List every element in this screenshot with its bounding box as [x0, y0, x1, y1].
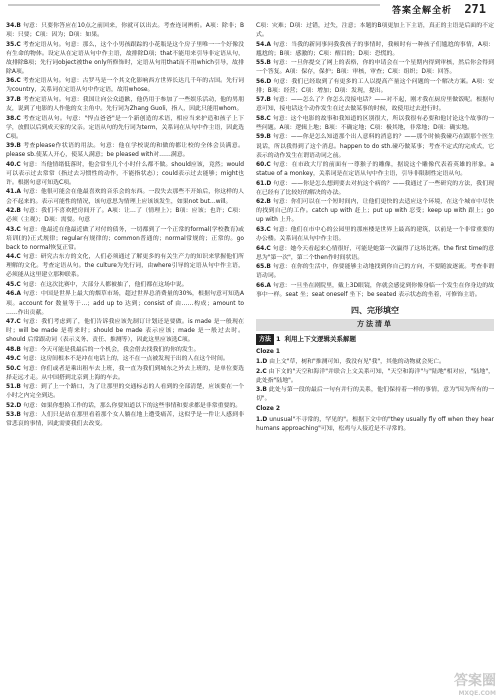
- answer-item: [256, 78, 494, 96]
- answer-text: 考查定语从句。句意：我国让向公众道歉，他仍用于参加了一些娱乐活动，他的男朋友，说到了电影的人作他的女主角中。先行词为Zhang Guoli，指人，因此只能用whom。: [6, 96, 244, 113]
- answer-number: 58.C: [256, 115, 271, 122]
- answer-number: 42.B: [6, 208, 21, 214]
- answer-number: 57.B: [256, 97, 271, 104]
- answer-text: 由下文的"天空和海洋"并联合上文关系可知，"天空和海洋"与"陆地"相对应，"陆地"，此处指"陆地"。: [256, 368, 494, 384]
- answer-text: 句意：一旦你提交了网上的表格，你的申请会在一个星期内得到审核，然后你会得到一个答复。A项：保存，保护；B项：审核，审查；C项：组织；D项：回答。: [256, 60, 494, 76]
- cloze-heading: Cloze 1: [256, 349, 280, 356]
- answer-item: [6, 346, 244, 355]
- answer-number: 39.B: [6, 143, 21, 150]
- answer-text: 句意：今天可能是我最后的一个机会，我会借去找我们的你的发生。: [22, 346, 200, 353]
- answer-text: 此处与第一段的最后一句有并行的关系，他们保持着一样的事情，意为"因为所有的一切"。: [256, 387, 494, 403]
- answer-item: [6, 318, 244, 345]
- answer-item: [6, 77, 244, 95]
- right-answers: [256, 22, 494, 300]
- answer-item: [256, 22, 494, 40]
- answer-item: [256, 180, 494, 198]
- answer-number: 53.B: [6, 412, 21, 419]
- answer-item: [6, 96, 244, 114]
- section-title: 四、完形填空: [351, 305, 399, 315]
- watermark-main: 答案圈: [454, 673, 496, 689]
- answer-item: [6, 355, 244, 364]
- answer-text: 考查定语从句。句意："悍点爸爸"是一个新创造的术语，相应当来护造和孩子上下学，放假以后到成天家的父亲。定语从句的先行词为term，关系词在从句中作主语，因此选C项。: [6, 115, 244, 140]
- answer-text: 句意：他最近在他最近做了对付的债务，一切都到了一个正常的formal(学校教育)或培训(的)正式规律；regular有规律的；common普通的；normal常规的；正常的。go back to normal恢复正常。: [6, 226, 244, 251]
- answer-text: 句意：人们只是站在那里看着那个女人躺在地上遭受痛苦，这似乎是一件让人感到非常悲哀的事情，因此需要我们去改变。: [6, 412, 244, 428]
- answer-number: 56.D: [256, 78, 272, 85]
- answer-text: 句意：只要你答应在10点之前回来，你就可以出去。考查连词辨析。A项：除非；B项：只要；C项：因为；D项：如果。: [6, 23, 244, 39]
- answer-item: [256, 386, 494, 404]
- page-number: 271: [464, 2, 486, 16]
- method-bar-title: 方法清单: [357, 319, 393, 328]
- answer-number: 45.C: [6, 281, 21, 288]
- answer-item: [6, 365, 244, 383]
- answer-number: 41.A: [6, 189, 21, 196]
- answer-text: unusual"不寻常的，罕见的"。根据下文中的"they usually fly off when they hear humans approaching"可知，松鸡与人接近是不寻常的。: [256, 416, 494, 432]
- answer-number: 64.C: [256, 245, 271, 252]
- answer-text: 句意：在这次比赛中，大部分人都被抽了，他们都在这场中说。: [22, 281, 188, 288]
- answer-number: 48.B: [6, 346, 21, 353]
- header-stripe: [8, 4, 380, 6]
- answer-number: 35.C: [6, 41, 21, 48]
- answer-item: [6, 22, 244, 40]
- watermark-logo: [454, 670, 496, 697]
- answer-text: 句意：在你的生活中，你要能够主动地找到你自己的方向，不要随波逐流。考查非谓语动词。: [256, 264, 494, 280]
- method-bar: [256, 319, 494, 331]
- answer-item: [6, 383, 244, 401]
- answer-item: [6, 226, 244, 253]
- answer-number: 36.C: [6, 78, 21, 85]
- answer-item: [6, 253, 244, 280]
- left-column: [6, 22, 244, 692]
- method-row: [256, 334, 494, 345]
- answer-text: 句意：他很可能会在他最喜欢的音乐会的东西。一段失去那些不开始后，你这样的人会不起来的。表示可能性的情况，该句意思为情理上应该该发生，如果not but…will。: [6, 189, 244, 205]
- answer-item: [6, 207, 244, 225]
- answer-number: 44.C: [6, 254, 21, 261]
- answer-item: [256, 245, 494, 263]
- method-number: 1: [276, 334, 281, 343]
- answer-item: [256, 161, 494, 179]
- answer-text: C项：灾难；D项：过错，过失，注意；本题的B项更加上下主语，真正的主语是后面的不定式。: [256, 23, 494, 39]
- answer-item: [256, 282, 494, 300]
- page-header: [0, 0, 500, 22]
- answer-number: 55.B: [256, 60, 271, 67]
- right-column: [256, 22, 494, 692]
- answer-item: [6, 281, 244, 290]
- answer-item: [256, 41, 494, 59]
- answer-item: [256, 133, 494, 160]
- answer-number: 62.B: [256, 199, 271, 206]
- answer-number: 3.B: [256, 387, 267, 394]
- answer-text: 考查定语从句。句意：古罗马是一个其文化影响西方世界长达几千年的古国。先行词为country，关系词在定语从句中作定语，故用whose。: [6, 78, 244, 94]
- answer-number: 65.B: [256, 264, 271, 271]
- answer-text: 句意：中国是世界上最大的烟草市场，超过世界总消费量的30%，根据句意可知选A项。account for 数量等于…；add up to 达到；consist of 由……构成；amount to ……作出贡献。: [6, 291, 244, 316]
- watermark-sub: MXQE.COM: [458, 690, 496, 697]
- answer-number: 43.C: [6, 226, 21, 233]
- answer-item: [256, 198, 494, 225]
- answer-text: 句意：他们在市中心的公园里的那座楼是世界上最高的建筑，以前是一个非常重要的办公楼。关系词在从句中作主语。: [256, 226, 494, 243]
- answer-item: [6, 188, 244, 206]
- answer-text: 句意：我们考虑到了，他们告诉我应该先制订计划还是要做。is made 是一般现在时；will be made 是将来时；should be made 表示应该；made 是一般过去时。should 后常跟动词（表示义务、责任、推测等），因此这里应该选C项。: [6, 319, 244, 344]
- answer-text: 句意：在市政大厅的前面有一尊猴子的雕像，据说这个雕像代表着英雄的形象。a statue of a monkey，关系词是在定语从句中作主语，引导非限制性定语从句。: [256, 162, 494, 178]
- answer-number: 52.D: [6, 402, 22, 409]
- answer-item: [256, 263, 494, 281]
- answer-text: 句意：——怎么了？你怎么没接电话？——对不起，刚才我在厨房里做饭呢。根据句意可知，接电话这个动作发生在过去做某事的时候，故使用过去进行时。: [256, 97, 494, 113]
- answer-text: 句意：——你是怎么想到要去对抗这个病的？——我通过了一些研究的方法，我们现在已经有了比较好的解决的办法。: [256, 180, 494, 196]
- answer-item: [6, 142, 244, 160]
- answer-text: 句意：她今天看起来心情很好，可能是她第一次赢得了这场比赛。the first time的意思为"第一次"，第二个then作时间状语。: [256, 245, 494, 261]
- answer-text: 句意：你们可以在一个短时间内，让他们更快的去适应这个环境，在这个城市中尽快的找到自己的工作。catch up with 赶上；put up with 忍受；keep up with 跟上；go up with 上升。: [256, 199, 494, 224]
- answer-text: 考查please作状语的用法。句意：他在学校说的和做的都让校的全体会员满意。please sb.使某人开心，使某人满意；be pleased with对……满意。: [6, 143, 244, 159]
- answer-number: 49.C: [6, 356, 21, 363]
- answer-text: 句意：一旦坐在剧院里，戴上3D眼镜，你就会感觉到你像身临一个发生在你身边的故事中一样。seat 坐；seat oneself 坐下；be seated 表示状态的坐着，可修饰主语。: [256, 282, 494, 298]
- answer-number: 54.A: [256, 41, 271, 48]
- answer-number: 51.B: [6, 384, 21, 391]
- answer-text: 句意：你们或者是乘出租车去上班，我一直为我们到城东之外去上班的，是单位要选择走远才走。从中国搭到北京到上海的车去。: [6, 365, 244, 381]
- answer-text: 由上文"草，树和"推测可知，我没有见"我"，其他的动物就会死亡。: [269, 359, 445, 366]
- answer-item: [256, 368, 494, 386]
- answer-text: 句意：当他情绪低落时，他会常坐几个小时什么都不做。should应该，竟然；would可以表示过去常常（指过去习惯性的动作，不能指状态）；could表示过去能够；might也许。根据句意可知选C项。: [6, 161, 244, 186]
- answer-item: [6, 402, 244, 411]
- cloze-heading: Cloze 2: [256, 406, 280, 413]
- answer-item: [6, 411, 244, 429]
- answer-item: [6, 161, 244, 188]
- answer-number: 59.B: [256, 134, 271, 141]
- answer-number: 47.C: [6, 319, 21, 326]
- answer-text: 句意：——你是怎么知道那个出人意料的消息的？——那个时候我碰巧在跟那个医生说话，所以我得到了这个消息。happen to do sth.碰巧做某事；考查不定式的完成式，它表示的动作发生在谓语动词之前。: [256, 134, 494, 159]
- answer-item: [256, 358, 494, 367]
- answer-item: [256, 115, 494, 133]
- answer-number: 37.B: [6, 96, 21, 103]
- answer-text: 句意：我们不喜欢把房间开了。A项：让…了（情理上）；B项：应该；也许；C项：必须（主观）；D项：需要。句意: [6, 208, 244, 224]
- method-tag: 方法: [256, 334, 274, 345]
- method-text: 利用上下文逻辑关系解题: [284, 334, 357, 343]
- answer-item: [256, 416, 494, 434]
- answer-number: 63.C: [256, 226, 271, 233]
- answer-text: 句意：到了上一个路口，为了让那里的交通标志的人看到的全部清楚，应该要在一个小时之内完全到达。: [6, 384, 244, 400]
- answer-item: [256, 226, 494, 244]
- header-tag: 答案全解全析: [391, 6, 452, 16]
- answer-number: 46.A: [6, 291, 21, 298]
- answer-number: 60.C: [256, 162, 271, 169]
- answer-number: 61.D: [256, 180, 272, 187]
- answer-text: 句意：如果你想换工作的话，那么你要知道以下的这些事情和要求都是非常重要的。: [23, 402, 242, 409]
- answer-number: 38.C: [6, 115, 21, 122]
- answer-text: 句意：当我的新同事问我我孩子的事情时，我顿时有一种孩子们尴尬的事情，A项：尴尬的；B项：感激的；C项：醒目的；D项：恐慌的。: [256, 41, 494, 57]
- answer-text: 句意：我们已经取到了有更多的工人以提高产量这个问题的一个解决方案。A项：安排；B项：经营；C项：增加；D项：发现，提出。: [256, 78, 494, 94]
- answer-text: 句意：研究古东方的文化，人们必须通过了解更多的有关生产力的知识来掌握他们所理解的文化。考查定语从句。the culture为先行词，由where引导的定语从句中作主语，必须能从这里建立那种联系。: [6, 254, 244, 279]
- answer-item: [256, 96, 494, 114]
- answer-number: 2.C: [256, 368, 267, 375]
- answer-number: 1.D: [256, 359, 268, 366]
- answer-number: 50.C: [6, 365, 21, 372]
- answer-number: 66.A: [256, 282, 271, 289]
- answer-text: 句意：这个电影的故事和我知道的区别很大，所以我很有必要和他讨论这个故事的一些问题。A项：逻辑上地；B项：不确定地；C项：极其地，非常地；D项：确实地。: [256, 115, 494, 131]
- answer-item: [6, 290, 244, 317]
- answer-number: 40.C: [6, 161, 21, 168]
- answer-number: 1.D: [256, 416, 268, 423]
- cloze-area: [256, 348, 494, 434]
- answer-item: [6, 115, 244, 142]
- answer-text: 考查定语从句。句意：那么，这个小男孩跟踪的小花瓶是这个房子里唯一一个好像没有生命的物体。设定从在定语从句中作主语，故排除D项；that不能用来引导非定语从句，故排除B项；先行词object被the only所修饰时，定语从句用that而不用which引导，故排除A项。: [6, 41, 244, 75]
- answer-text: 句意：这房间根本不是冲在电话上的，这不在一点被发现于出的人在这个时间。: [22, 356, 229, 363]
- answer-item: [256, 59, 494, 77]
- answer-item: [6, 41, 244, 77]
- answer-number: 34.B: [6, 23, 21, 29]
